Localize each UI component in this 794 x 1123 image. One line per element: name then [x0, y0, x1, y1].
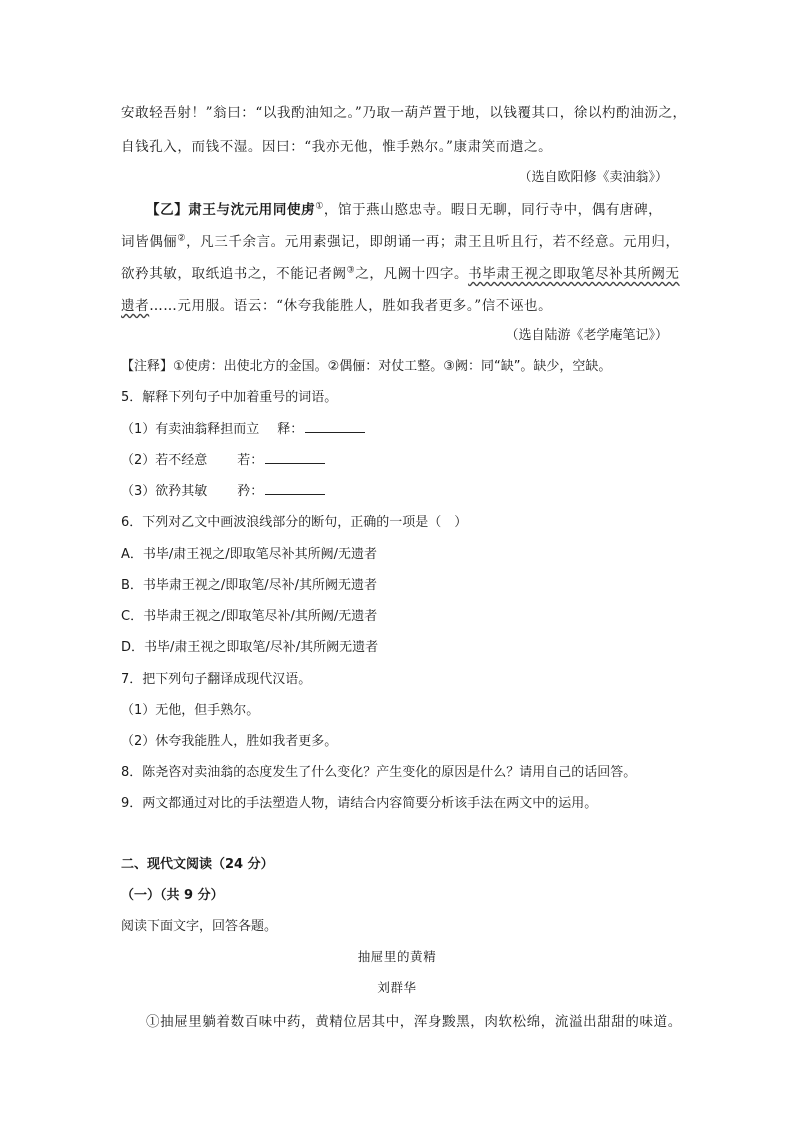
answer-label: 若： — [237, 453, 264, 468]
question-7-item-1: （1）无他，但手熟尔。 — [121, 703, 260, 718]
answer-label: 释： — [277, 422, 304, 437]
passage-yi-source: （选自陆游《老学庵笔记》） — [505, 328, 668, 343]
passage-jia-source: （选自欧阳修《卖油翁》） — [518, 170, 668, 185]
option-b[interactable]: B．书毕肃王视之/即取笔/尽补/其所阙无遗者 — [121, 578, 378, 593]
question-text: （1）有卖油翁释担而立 — [121, 422, 260, 437]
note-marker-3: ③ — [346, 265, 356, 276]
wavy-underlined-text: 遗者 — [121, 298, 150, 314]
passage-yi-text: 欲矜其敏，取纸追书之，不能记者阙 — [121, 266, 347, 282]
passage-jia-line-1: 安敢轻吾射！”翁曰：“以我酌油知之。”乃取一葫芦置于地，以钱覆其口，徐以杓酌油沥之， — [121, 105, 687, 121]
section-heading: 二、现代文阅读（24 分） — [121, 857, 274, 872]
question-text: （2）若不经意 — [121, 453, 208, 468]
passage-jia-line-2: 自钱孔入，而钱不湿。因曰：“我亦无他，惟手熟尔。”康肃笑而遣之。 — [121, 139, 553, 155]
passage-yi-text: 【乙】肃王与沈元用同使虏 — [146, 202, 316, 218]
reading-instruction: 阅读下面文字，回答各题。 — [121, 919, 278, 934]
note-marker-1: ① — [315, 201, 324, 212]
article-title: 抽屉里的黄精 — [357, 949, 437, 964]
passage-yi-text: 词皆偶俪 — [121, 234, 178, 250]
passage-yi-line-1 — [146, 198, 662, 218]
passage-yi-text: ，凡三千余言。元用素强记，即朗诵一再；肃王且听且行，若不经意。元用归， — [186, 234, 680, 250]
passage-yi-text: ，馆于燕山愍忠寺。暇日无聊，同行寺中，偶有唐碑， — [323, 202, 663, 218]
passage-yi-text: 之，凡阙十四字。 — [355, 266, 469, 282]
answer-blank[interactable] — [265, 451, 325, 464]
question-7-item-2: （2）休夸我能胜人，胜如我者更多。 — [121, 734, 338, 749]
question-5-item-2 — [121, 449, 325, 468]
question-5-item-1 — [121, 418, 365, 437]
passage-yi-line-4 — [121, 294, 552, 314]
question-5-item-3 — [121, 480, 325, 499]
option-d[interactable]: D．书毕/肃王视之即取笔/尽补/其所阙无遗者 — [121, 640, 379, 655]
article-paragraph-1: ①抽屉里躺着数百味中药，黄精位居其中，浑身黢黑，肉软松绵，流溢出甜甜的味道。 — [146, 1014, 682, 1030]
passage-yi-line-2 — [121, 230, 680, 250]
note-marker-2: ② — [177, 233, 187, 244]
question-6: 6．下列对乙文中画波浪线部分的断句，正确的一项是（ ） — [121, 515, 468, 530]
answer-blank[interactable] — [305, 420, 365, 433]
option-c[interactable]: C．书毕肃王视之/即取笔尽补/其所阙/无遗者 — [121, 609, 378, 624]
subsection-heading: （一）（共 9 分） — [121, 888, 224, 903]
option-a[interactable]: A．书毕/肃王视之/即取笔尽补其所阙/无遗者 — [121, 547, 378, 562]
wavy-underlined-text: 书毕肃王视之即取笔尽补其所阙无 — [468, 266, 680, 282]
passage-yi-line-3 — [121, 262, 680, 282]
answer-blank[interactable] — [265, 482, 325, 495]
question-7: 7．把下列句子翻译成现代汉语。 — [121, 672, 312, 687]
question-8: 8．陈尧咨对卖油翁的态度发生了什么变化？产生变化的原因是什么？请用自己的话回答。 — [121, 765, 637, 780]
question-9: 9．两文都通过对比的手法塑造人物，请结合内容简要分析该手法在两文中的运用。 — [121, 796, 598, 811]
annotation: 【注释】①使虏：出使北方的金国。②偶俪：对仗工整。③阙：同“缺”。缺少，空缺。 — [121, 359, 612, 374]
question-5: 5．解释下列句子中加着重号的词语。 — [121, 390, 338, 405]
answer-label: 矜： — [237, 484, 264, 499]
passage-yi-text: ……元用服。语云：“休夸我能胜人，胜如我者更多。”信不诬也。 — [149, 298, 553, 314]
question-text: （3）欲矜其敏 — [121, 484, 208, 499]
article-author: 刘群华 — [377, 980, 417, 995]
